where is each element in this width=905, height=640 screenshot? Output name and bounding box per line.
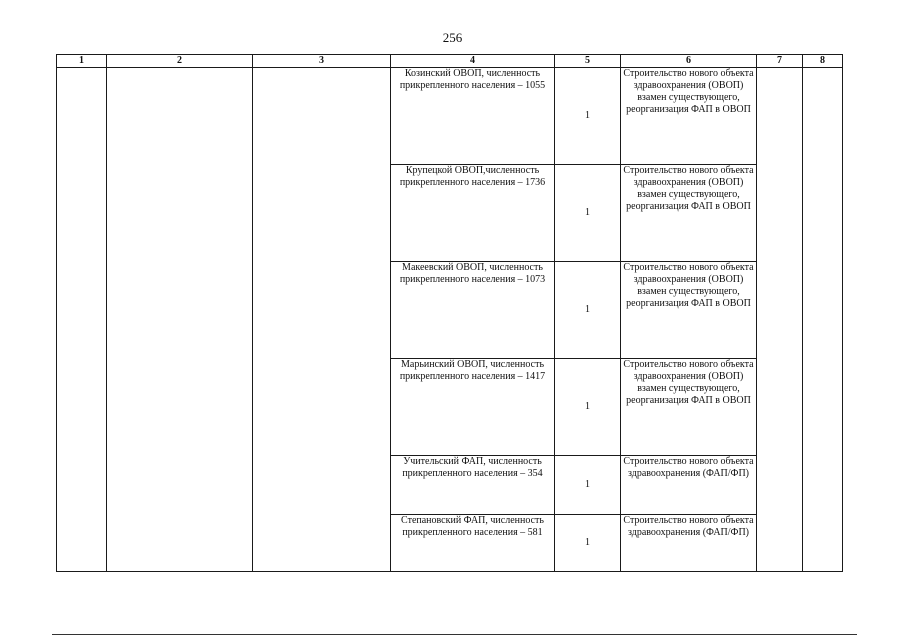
header-col-8: 8 (803, 55, 843, 68)
col-7-cell (757, 68, 803, 572)
col-3-cell (253, 68, 391, 572)
header-col-6: 6 (621, 55, 757, 68)
header-col-7: 7 (757, 55, 803, 68)
col-8-cell (803, 68, 843, 572)
object-cell: Степановский ФАП, численность прикрепленного населения – 581 (391, 515, 555, 572)
count-cell: 1 (555, 359, 621, 456)
header-col-1: 1 (57, 55, 107, 68)
header-col-5: 5 (555, 55, 621, 68)
action-cell: Строительство нового объекта здравоохранения (ОВОП) взамен существующего, реорганизация ФАП в ОВОП (621, 359, 757, 456)
action-cell: Строительство нового объекта здравоохранения (ОВОП) взамен существующего, реорганизация ФАП в ОВОП (621, 68, 757, 165)
page-number: 256 (442, 30, 463, 45)
action-cell: Строительство нового объекта здравоохранения (ФАП/ФП) (621, 515, 757, 572)
object-cell: Крупецкой ОВОП,численность прикрепленного населения – 1736 (391, 165, 555, 262)
col-2-cell (107, 68, 253, 572)
count-cell: 1 (555, 456, 621, 515)
object-cell: Макеевский ОВОП, численность прикрепленного населения – 1073 (391, 262, 555, 359)
col-1-cell (57, 68, 107, 572)
table-row (57, 68, 843, 165)
header-col-3: 3 (253, 55, 391, 68)
count-cell: 1 (555, 68, 621, 165)
action-cell: Строительство нового объекта здравоохранения (ФАП/ФП) (621, 456, 757, 515)
header-col-4: 4 (391, 55, 555, 68)
header-row (57, 55, 843, 68)
count-cell: 1 (555, 165, 621, 262)
count-cell: 1 (555, 262, 621, 359)
data-table (56, 54, 843, 572)
action-cell: Строительство нового объекта здравоохранения (ОВОП) взамен существующего, реорганизация ФАП в ОВОП (621, 262, 757, 359)
count-cell: 1 (555, 515, 621, 572)
header-col-2: 2 (107, 55, 253, 68)
object-cell: Козинский ОВОП, численность прикрепленного населения – 1055 (391, 68, 555, 165)
object-cell: Учительский ФАП, численность прикрепленного населения – 354 (391, 456, 555, 515)
object-cell: Марьинский ОВОП, численность прикрепленного населения – 1417 (391, 359, 555, 456)
page-bottom-rule (52, 634, 857, 635)
action-cell: Строительство нового объекта здравоохранения (ОВОП) взамен существующего, реорганизация ФАП в ОВОП (621, 165, 757, 262)
